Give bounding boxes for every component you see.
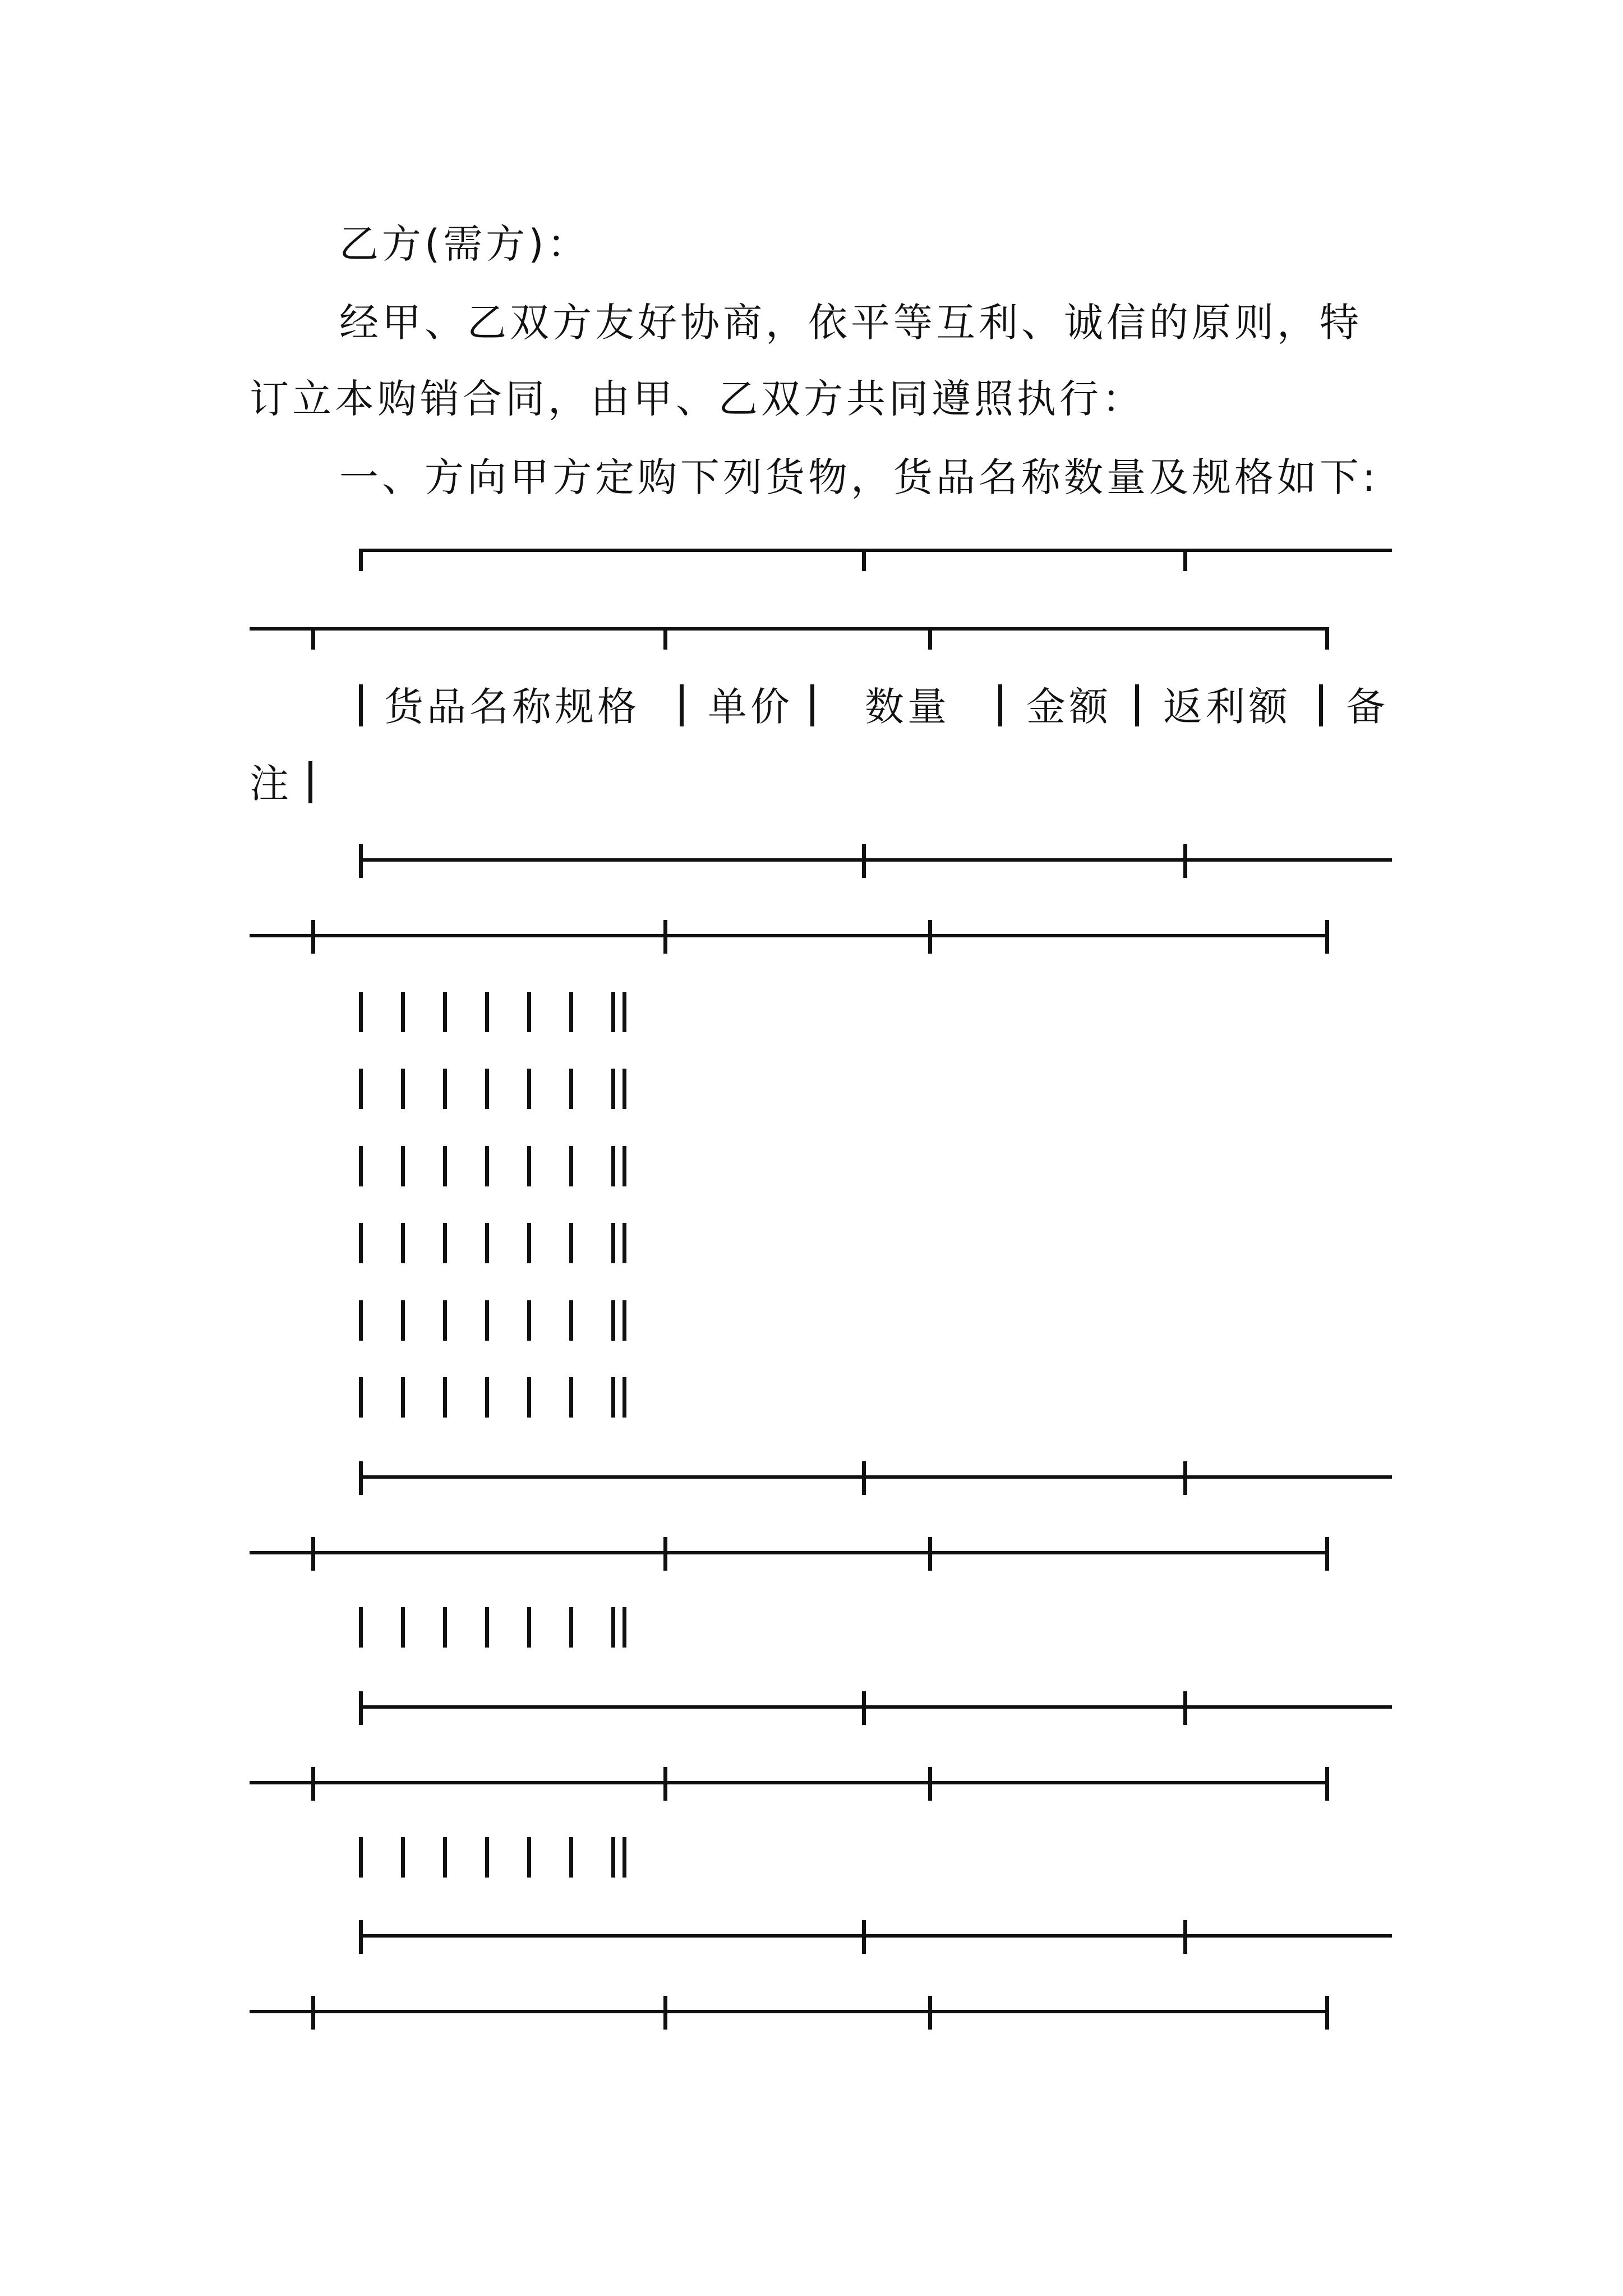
header-remark-part1: 备 [1346, 684, 1389, 730]
clause-1: 一、方向甲方定购下列货物，货品名称数量及规格如下: [339, 454, 1379, 500]
header-amount: 金额 [1026, 684, 1112, 730]
intro-line-1: 经甲、乙双方友好协商，依平等互利、诚信的原则，特 [339, 300, 1362, 346]
header-item-spec: 货品名称规格 [384, 684, 640, 730]
header-quantity: 数量 [865, 684, 950, 730]
header-rebate: 返利额 [1163, 684, 1291, 730]
header-remark-part2: 注 [250, 761, 292, 807]
intro-line-2: 订立本购销合同，由甲、乙双方共同遵照执行： [250, 376, 1145, 422]
party-b-label: 乙方(需方)： [339, 221, 590, 267]
header-unit-price: 单价 [708, 684, 793, 730]
